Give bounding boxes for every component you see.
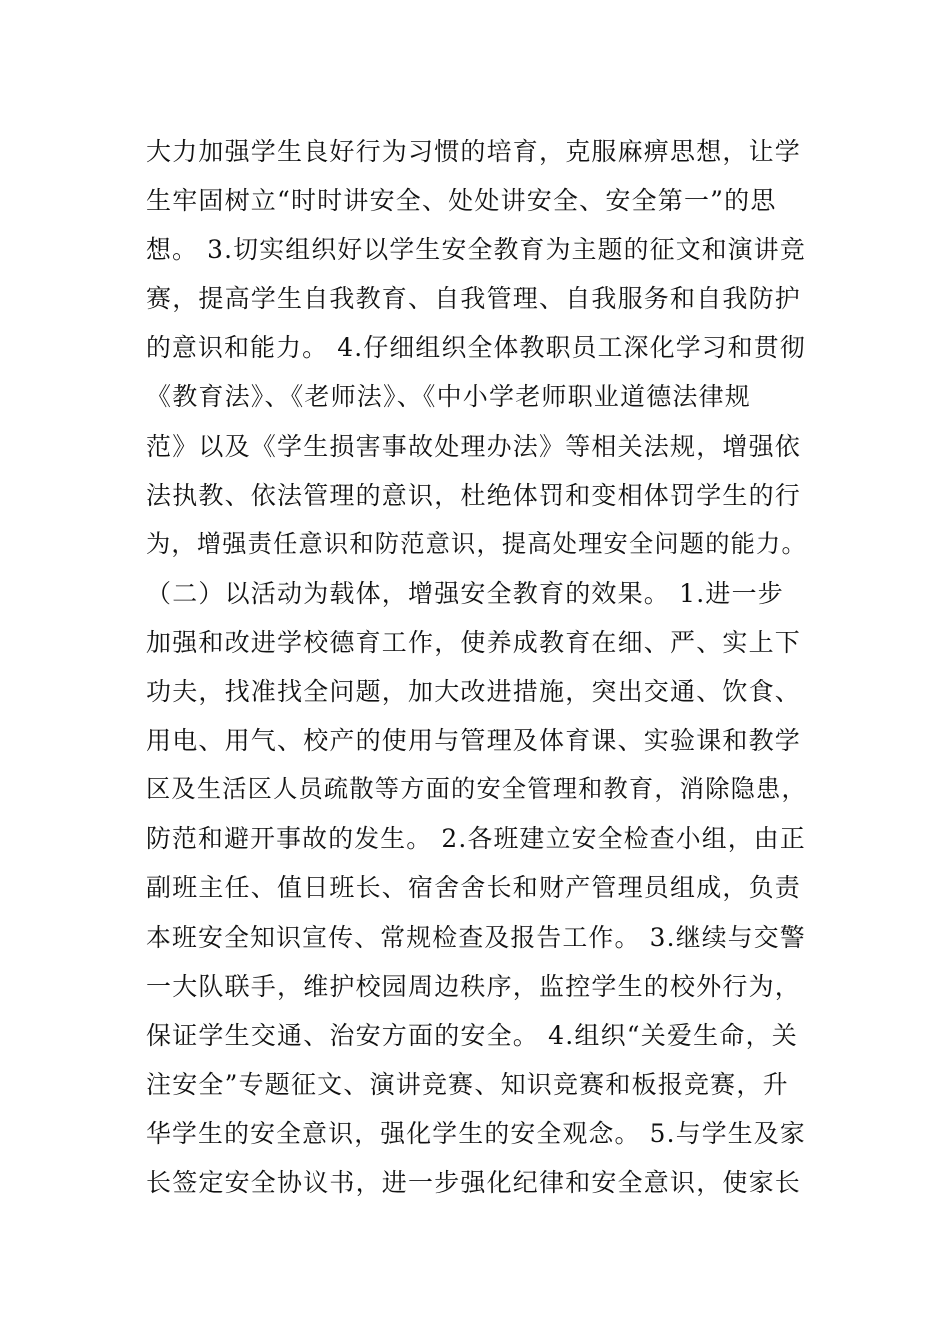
text-line: 想。 3.切实组织好以学生安全教育为主题的征文和演讲竞 [146,235,806,265]
text-line: 加强和改进学校德育工作，使养成教育在细、严、实上下 [146,627,802,657]
text-line: 生牢固树立“时时讲安全、处处讲安全、安全第一”的思 [146,186,777,216]
text-line: 《教育法》、《老师法》、《中小学老师职业道德法律规 [146,382,752,412]
text-line: （二）以活动为载体，增强安全教育的效果。 1.进一步 [146,578,785,608]
text-line: 长签定安全协议书，进一步强化纪律和安全意识，使家长 [146,1167,802,1197]
text-line: 副班主任、值日班长、宿舍舍长和财产管理员组成，负责 [146,873,802,903]
text-line: 法执教、依法管理的意识，杜绝体罚和变相体罚学生的行 [146,480,802,510]
text-line: 防范和避开事故的发生。 2.各班建立安全检查小组，由正 [146,824,806,854]
text-line: 大力加强学生良好行为习惯的培育，克服麻痹思想，让学 [146,137,802,166]
text-line: 用电、用气、校产的使用与管理及体育课、实验课和教学 [146,726,802,756]
text-line: 范》以及《学生损害事故处理办法》等相关法规，增强依 [146,431,802,461]
text-line: 华学生的安全意识，强化学生的安全观念。 5.与学生及家 [146,1118,806,1148]
text-line: 功夫，找准找全问题，加大改进措施，突出交通、饮食、 [146,677,802,707]
text-line: 一大队联手，维护校园周边秩序，监控学生的校外行为， [146,971,802,1001]
text-line: 赛，提高学生自我教育、自我管理、自我服务和自我防护 [146,284,802,314]
text-line: 的意识和能力。 4.仔细组织全体教职员工深化学习和贯彻 [146,333,806,363]
text-line: 为，增强责任意识和防范意识，提高处理安全问题的能力。 [146,529,807,558]
text-line: 本班安全知识宣传、常规检查及报告工作。 3.继续与交警 [146,922,806,952]
text-line: 区及生活区人员疏散等方面的安全管理和教育，消除隐患， [146,775,807,804]
body-text [146,127,806,1207]
text-line: 注安全”专题征文、演讲竞赛、知识竞赛和板报竞赛，升 [146,1069,789,1099]
text-line: 保证学生交通、治安方面的安全。 4.组织“关爱生命，关 [146,1020,798,1050]
